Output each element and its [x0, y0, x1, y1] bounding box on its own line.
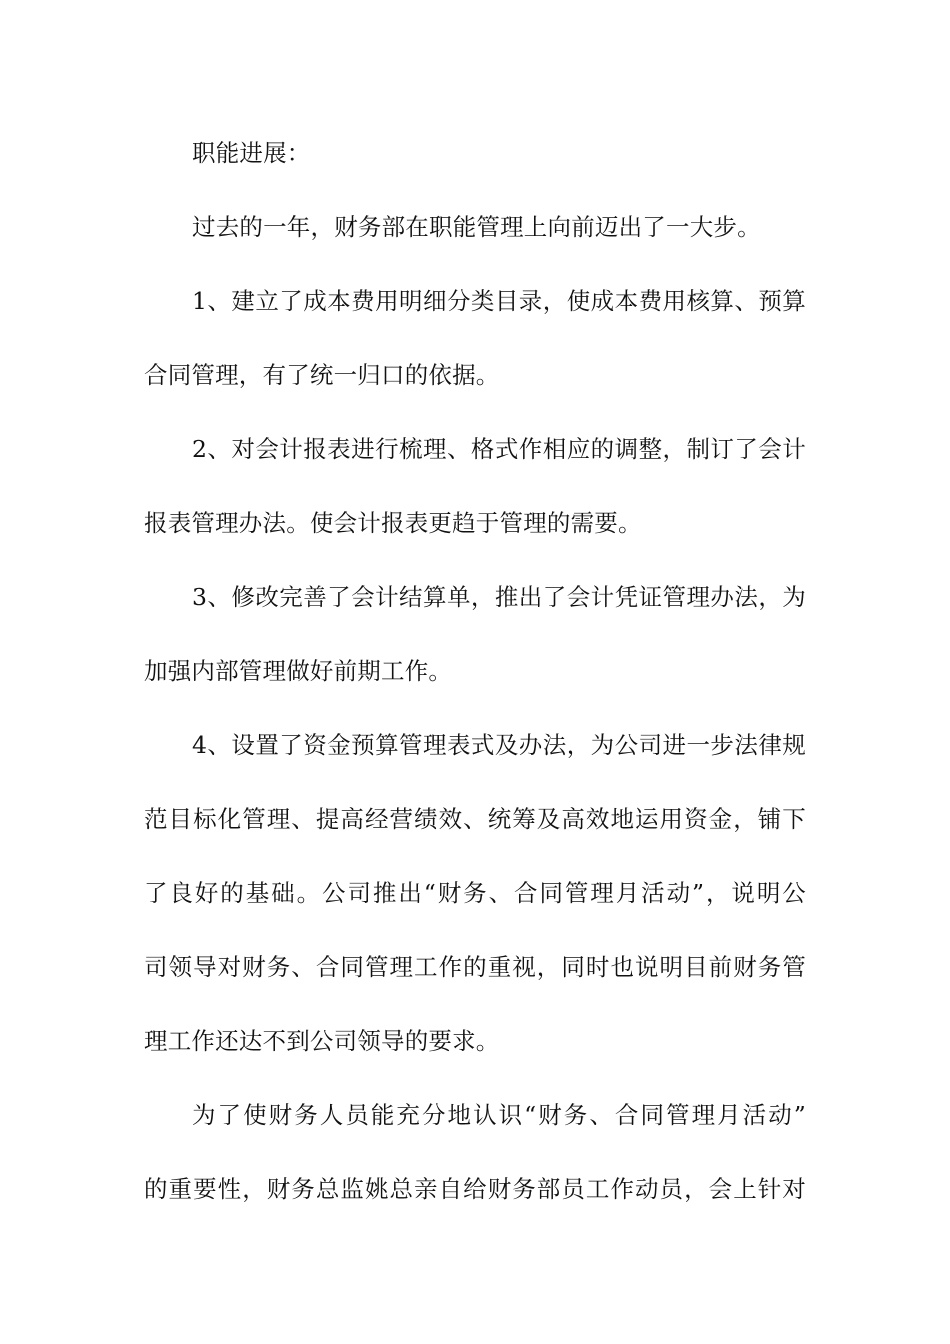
paragraph-line: 加强内部管理做好前期工作。 [144, 657, 453, 685]
paragraph-line: 1、建立了成本费用明细分类目录，使成本费用核算、预算 [192, 287, 806, 315]
paragraph-line: 理工作还达不到公司领导的要求。 [144, 1027, 500, 1055]
paragraph-line: 4、设置了资金预算管理表式及办法，为公司进一步法律规 [192, 731, 806, 759]
paragraph-line: 为了使财务人员能充分地认识“财务、合同管理月活动” [192, 1101, 806, 1129]
section-heading: 职能进展： [192, 139, 311, 167]
paragraph-line: 合同管理，有了统一归口的依据。 [144, 361, 500, 389]
paragraph-line: 范目标化管理、提高经营绩效、统筹及高效地运用资金，铺下 [144, 805, 806, 833]
paragraph-line: 的重要性，财务总监姚总亲自给财务部员工作动员，会上针对 [144, 1175, 806, 1203]
paragraph-line: 3、修改完善了会计结算单，推出了会计凭证管理办法，为 [192, 583, 806, 611]
paragraph-line: 司领导对财务、合同管理工作的重视，同时也说明目前财务管 [144, 953, 806, 981]
paragraph-line: 过去的一年，财务部在职能管理上向前迈出了一大步。 [192, 213, 761, 241]
paragraph-line: 2、对会计报表进行梳理、格式作相应的调整，制订了会计 [192, 435, 806, 463]
paragraph-line: 报表管理办法。使会计报表更趋于管理的需要。 [144, 509, 642, 537]
paragraph-line: 了良好的基础。公司推出“财务、合同管理月活动”，说明公 [144, 879, 806, 907]
